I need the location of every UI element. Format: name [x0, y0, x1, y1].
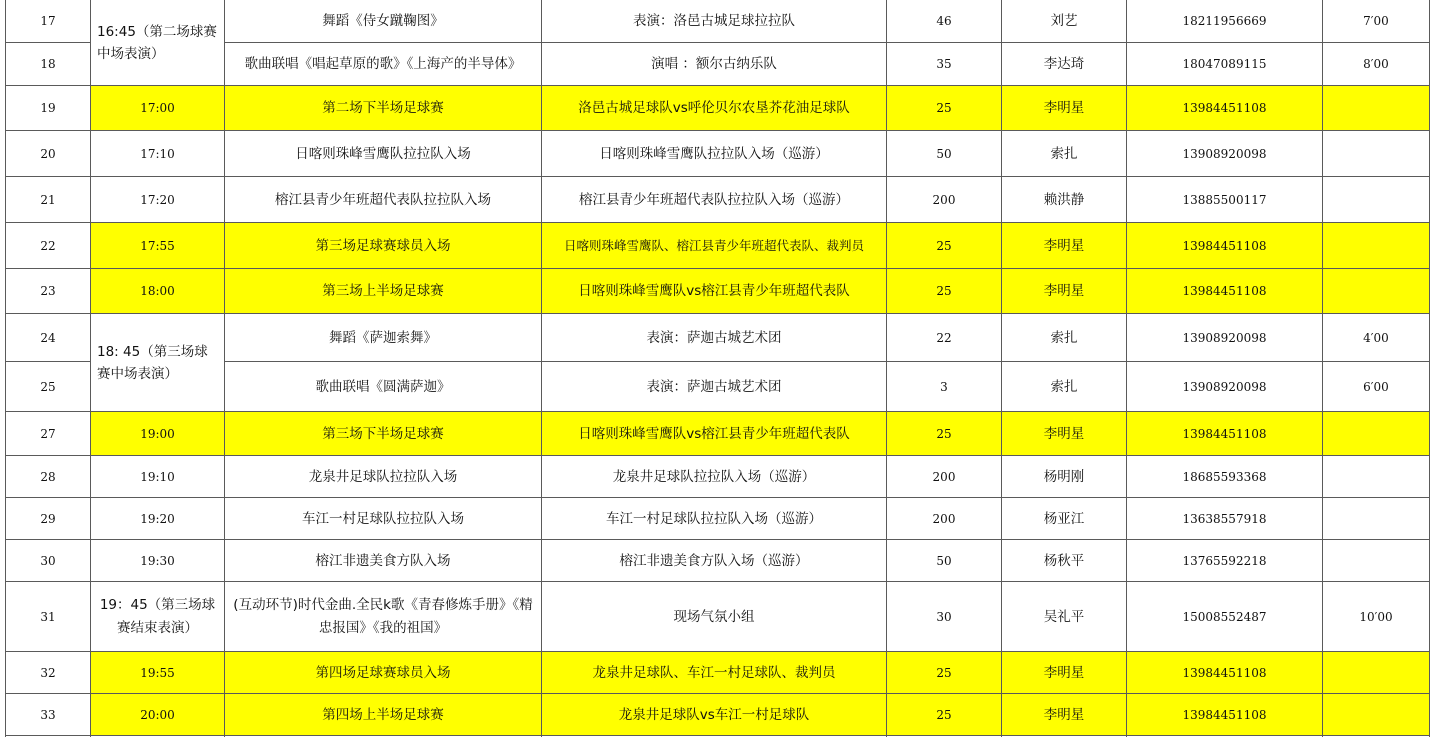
duration-cell[interactable]: 6′00 [1323, 362, 1430, 412]
row-number[interactable]: 17 [6, 0, 91, 43]
table-row[interactable] [6, 86, 1430, 131]
duration-cell[interactable] [1323, 86, 1430, 131]
contact-cell[interactable]: 杨亚江 [1002, 498, 1127, 540]
time-cell[interactable]: 17:20 [91, 177, 225, 223]
phone-cell[interactable]: 18047089115 [1127, 43, 1323, 86]
phone-cell[interactable]: 13984451108 [1127, 694, 1323, 736]
program-cell[interactable]: 第二场下半场足球赛 [225, 86, 542, 131]
table-row[interactable] [6, 269, 1430, 314]
contact-cell[interactable]: 索扎 [1002, 131, 1127, 177]
count-cell[interactable]: 30 [887, 582, 1002, 652]
contact-cell[interactable]: 李明星 [1002, 652, 1127, 694]
program-cell[interactable]: 第四场足球赛球员入场 [225, 652, 542, 694]
table-row[interactable] [6, 412, 1430, 456]
time-cell[interactable]: 16:45（第二场球赛中场表演） [91, 0, 225, 86]
contact-cell[interactable]: 李明星 [1002, 223, 1127, 269]
row-number[interactable]: 22 [6, 223, 91, 269]
phone-cell[interactable]: 13908920098 [1127, 314, 1323, 362]
program-cell[interactable]: 榕江非遗美食方队入场 [225, 540, 542, 582]
count-cell[interactable]: 25 [887, 652, 1002, 694]
row-number[interactable]: 19 [6, 86, 91, 131]
program-cell[interactable]: 舞蹈《萨迦索舞》 [225, 314, 542, 362]
time-cell[interactable]: 20:00 [91, 694, 225, 736]
contact-cell[interactable]: 刘艺 [1002, 0, 1127, 43]
count-cell[interactable]: 25 [887, 86, 1002, 131]
table-row[interactable] [6, 694, 1430, 736]
time-cell[interactable]: 19:00 [91, 412, 225, 456]
time-cell[interactable]: 19：45（第三场球赛结束表演） [91, 582, 225, 652]
performer-cell[interactable]: 日喀则珠峰雪鹰队拉拉队入场（巡游） [542, 131, 887, 177]
time-cell[interactable]: 17:00 [91, 86, 225, 131]
count-cell[interactable]: 50 [887, 131, 1002, 177]
duration-cell[interactable]: 7′00 [1323, 0, 1430, 43]
row-number[interactable]: 29 [6, 498, 91, 540]
table-row[interactable] [6, 177, 1430, 223]
table-row[interactable] [6, 131, 1430, 177]
phone-cell[interactable]: 15008552487 [1127, 582, 1323, 652]
time-cell[interactable]: 19:10 [91, 456, 225, 498]
schedule-table [5, 0, 1430, 737]
program-cell[interactable]: 榕江县青少年班超代表队拉拉队入场 [225, 177, 542, 223]
contact-cell[interactable]: 索扎 [1002, 314, 1127, 362]
performer-cell[interactable]: 龙泉井足球队、车江一村足球队、裁判员 [542, 652, 887, 694]
duration-cell[interactable] [1323, 223, 1430, 269]
performer-cell[interactable]: 榕江非遗美食方队入场（巡游） [542, 540, 887, 582]
phone-cell[interactable]: 13908920098 [1127, 131, 1323, 177]
table-row[interactable] [6, 223, 1430, 269]
duration-cell[interactable] [1323, 456, 1430, 498]
program-cell[interactable]: 日喀则珠峰雪鹰队拉拉队入场 [225, 131, 542, 177]
row-number[interactable]: 21 [6, 177, 91, 223]
time-cell[interactable]: 17:55 [91, 223, 225, 269]
performer-cell[interactable]: 表演：萨迦古城艺术团 [542, 314, 887, 362]
time-cell[interactable]: 19:20 [91, 498, 225, 540]
table-row[interactable] [6, 582, 1430, 652]
time-cell[interactable]: 19:30 [91, 540, 225, 582]
duration-cell[interactable] [1323, 131, 1430, 177]
count-cell[interactable]: 25 [887, 223, 1002, 269]
time-cell[interactable]: 18: 45（第三场球赛中场表演） [91, 314, 225, 412]
row-number[interactable]: 32 [6, 652, 91, 694]
program-cell[interactable]: 龙泉井足球队拉拉队入场 [225, 456, 542, 498]
performer-cell[interactable]: 日喀则珠峰雪鹰队vs榕江县青少年班超代表队 [542, 412, 887, 456]
count-cell[interactable]: 35 [887, 43, 1002, 86]
performer-cell[interactable]: 榕江县青少年班超代表队拉拉队入场（巡游） [542, 177, 887, 223]
row-number[interactable]: 33 [6, 694, 91, 736]
performer-cell[interactable]: 车江一村足球队拉拉队入场（巡游） [542, 498, 887, 540]
time-cell[interactable]: 17:10 [91, 131, 225, 177]
program-cell[interactable]: 舞蹈《侍女蹴鞠图》 [225, 0, 542, 43]
row-number[interactable]: 25 [6, 362, 91, 412]
performer-cell[interactable]: 龙泉井足球队拉拉队入场（巡游） [542, 456, 887, 498]
contact-cell[interactable]: 杨秋平 [1002, 540, 1127, 582]
count-cell[interactable]: 25 [887, 269, 1002, 314]
contact-cell[interactable]: 赖洪静 [1002, 177, 1127, 223]
count-cell[interactable]: 3 [887, 362, 1002, 412]
phone-cell[interactable]: 13984451108 [1127, 223, 1323, 269]
row-number[interactable]: 20 [6, 131, 91, 177]
table-row[interactable] [6, 314, 1430, 362]
phone-cell[interactable]: 18685593368 [1127, 456, 1323, 498]
duration-cell[interactable] [1323, 652, 1430, 694]
duration-cell[interactable]: 4′00 [1323, 314, 1430, 362]
performer-cell[interactable]: 龙泉井足球队vs车江一村足球队 [542, 694, 887, 736]
contact-cell[interactable]: 吴礼平 [1002, 582, 1127, 652]
time-cell[interactable]: 18:00 [91, 269, 225, 314]
count-cell[interactable]: 200 [887, 177, 1002, 223]
program-cell[interactable]: 车江一村足球队拉拉队入场 [225, 498, 542, 540]
phone-cell[interactable]: 13984451108 [1127, 269, 1323, 314]
program-cell[interactable]: 歌曲联唱《唱起草原的歌》《上海产的半导体》 [225, 43, 542, 86]
contact-cell[interactable]: 李明星 [1002, 269, 1127, 314]
count-cell[interactable]: 46 [887, 0, 1002, 43]
duration-cell[interactable] [1323, 540, 1430, 582]
program-cell[interactable]: 歌曲联唱《圆满萨迦》 [225, 362, 542, 412]
row-number[interactable]: 27 [6, 412, 91, 456]
phone-cell[interactable]: 18211956669 [1127, 0, 1323, 43]
duration-cell[interactable] [1323, 269, 1430, 314]
count-cell[interactable]: 200 [887, 498, 1002, 540]
contact-cell[interactable]: 杨明刚 [1002, 456, 1127, 498]
performer-cell[interactable]: 洛邑古城足球队vs呼伦贝尔农垦芥花油足球队 [542, 86, 887, 131]
phone-cell[interactable]: 13885500117 [1127, 177, 1323, 223]
table-row[interactable] [6, 456, 1430, 498]
count-cell[interactable]: 200 [887, 456, 1002, 498]
count-cell[interactable]: 50 [887, 540, 1002, 582]
row-number[interactable]: 31 [6, 582, 91, 652]
program-cell[interactable]: 第三场上半场足球赛 [225, 269, 542, 314]
duration-cell[interactable] [1323, 694, 1430, 736]
performer-cell[interactable]: 现场气氛小组 [542, 582, 887, 652]
performer-cell[interactable]: 演唱 ：额尔古纳乐队 [542, 43, 887, 86]
phone-cell[interactable]: 13984451108 [1127, 412, 1323, 456]
count-cell[interactable]: 22 [887, 314, 1002, 362]
phone-cell[interactable]: 13984451108 [1127, 86, 1323, 131]
row-number[interactable]: 24 [6, 314, 91, 362]
contact-cell[interactable]: 李达琦 [1002, 43, 1127, 86]
phone-cell[interactable]: 13638557918 [1127, 498, 1323, 540]
program-cell[interactable]: 第三场下半场足球赛 [225, 412, 542, 456]
row-number[interactable]: 23 [6, 269, 91, 314]
duration-cell[interactable] [1323, 412, 1430, 456]
performer-cell[interactable]: 表演：萨迦古城艺术团 [542, 362, 887, 412]
table-row[interactable] [6, 540, 1430, 582]
duration-cell[interactable]: 8′00 [1323, 43, 1430, 86]
contact-cell[interactable]: 李明星 [1002, 694, 1127, 736]
performer-cell[interactable]: 表演：洛邑古城足球拉拉队 [542, 0, 887, 43]
contact-cell[interactable]: 索扎 [1002, 362, 1127, 412]
contact-cell[interactable]: 李明星 [1002, 412, 1127, 456]
duration-cell[interactable] [1323, 177, 1430, 223]
duration-cell[interactable]: 10′00 [1323, 582, 1430, 652]
phone-cell[interactable]: 13765592218 [1127, 540, 1323, 582]
performer-cell[interactable]: 日喀则珠峰雪鹰队vs榕江县青少年班超代表队 [542, 269, 887, 314]
count-cell[interactable]: 25 [887, 412, 1002, 456]
row-number[interactable]: 30 [6, 540, 91, 582]
program-cell[interactable]: 第三场足球赛球员入场 [225, 223, 542, 269]
phone-cell[interactable]: 13908920098 [1127, 362, 1323, 412]
program-cell[interactable]: 第四场上半场足球赛 [225, 694, 542, 736]
count-cell[interactable]: 25 [887, 694, 1002, 736]
time-cell[interactable]: 19:55 [91, 652, 225, 694]
row-number[interactable]: 18 [6, 43, 91, 86]
phone-cell[interactable]: 13984451108 [1127, 652, 1323, 694]
program-cell[interactable]: (互动环节)时代金曲.全民k歌《青春修炼手册》《精忠报国》《我的祖国》 [225, 582, 542, 652]
contact-cell[interactable]: 李明星 [1002, 86, 1127, 131]
table-row[interactable] [6, 498, 1430, 540]
table-row[interactable] [6, 652, 1430, 694]
row-number[interactable]: 28 [6, 456, 91, 498]
table-row[interactable] [6, 0, 1430, 43]
performer-cell[interactable]: 日喀则珠峰雪鹰队、榕江县青少年班超代表队、裁判员 [542, 223, 887, 269]
duration-cell[interactable] [1323, 498, 1430, 540]
